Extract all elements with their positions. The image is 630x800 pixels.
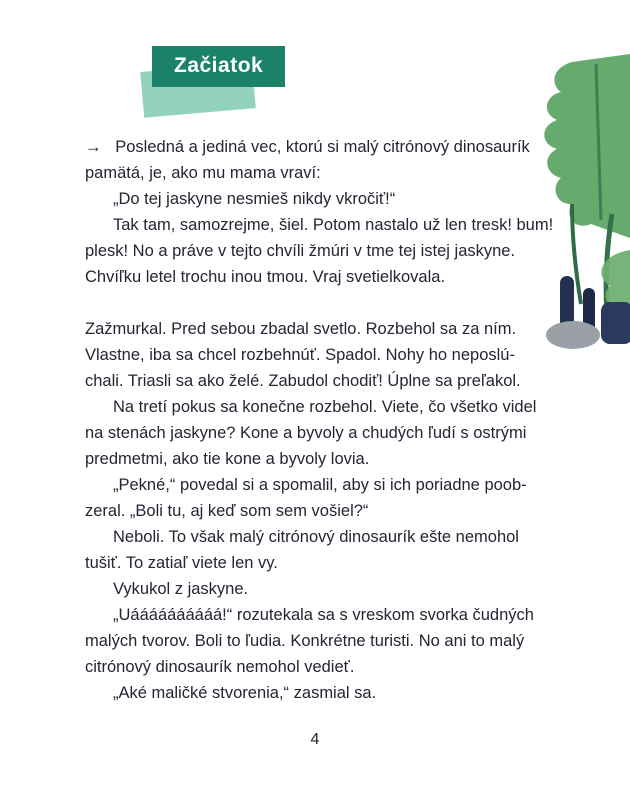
story-text bbox=[85, 134, 557, 706]
text-line: „Do tej jaskyne nesmieš nikdy vkročiť!“ bbox=[113, 190, 396, 208]
big-leaf-shape bbox=[544, 54, 630, 238]
text-line: tušiť. To zatiaľ viete len vy. bbox=[85, 554, 278, 572]
text-line: „Uáááááááááá!“ rozutekala sa s vreskom svorka čudných bbox=[113, 606, 534, 624]
text-line: na stenách jaskyne? Kone a byvoly a chudých ľudí s ostrými bbox=[85, 424, 527, 442]
chapter-title: Začiatok bbox=[152, 46, 285, 87]
text-line: malých tvorov. Boli to ľudia. Konkrétne turisti. No ani to malý bbox=[85, 632, 525, 650]
text-line: Vykukol z jaskyne. bbox=[113, 580, 249, 598]
chapter-title-block bbox=[152, 46, 285, 87]
text-line: predmetmi, ako tie kone a byvoly lovia. bbox=[85, 450, 370, 468]
text-line: Chvíľku letel trochu inou tmou. Vraj svetielkovala. bbox=[85, 268, 446, 286]
text-line: „Aké maličké stvorenia,“ zasmial sa. bbox=[113, 684, 377, 702]
text-line: → Posledná a jediná vec, ktorú si malý citrónový dinosaurík bbox=[85, 138, 530, 156]
text-line: chali. Triasli sa ako želé. Zabudol chodiť! Úplne sa preľakol. bbox=[85, 372, 521, 390]
text-line: Tak tam, samozrejme, šiel. Potom nastalo už len tresk! bum! bbox=[113, 216, 554, 234]
text-line: plesk! No a práve v tejto chvíli žmúri v tme tej istej jaskyne. bbox=[85, 242, 516, 260]
text-line: pamätá, je, ako mu mama vraví: bbox=[85, 164, 321, 182]
text-line: Neboli. To však malý citrónový dinosaurík ešte nemohol bbox=[113, 528, 519, 546]
text-line: zeral. „Boli tu, aj keď som sem vošiel?“ bbox=[85, 502, 369, 520]
text-line: Na tretí pokus sa konečne rozbehol. Viete, čo všetko videl bbox=[113, 398, 537, 416]
navy-stone bbox=[601, 302, 630, 344]
text-line: citrónový dinosaurík nemohol vedieť. bbox=[85, 658, 355, 676]
page-number: 4 bbox=[310, 731, 320, 748]
text-line: „Pekné,“ povedal si a spomalil, aby si ich poriadne poob- bbox=[113, 476, 527, 494]
text-line: Vlastne, iba sa chcel rozbehnúť. Spadol. Nohy ho neposlú- bbox=[85, 346, 515, 364]
text-line: Zažmurkal. Pred sebou zbadal svetlo. Rozbehol sa za ním. bbox=[85, 320, 517, 338]
